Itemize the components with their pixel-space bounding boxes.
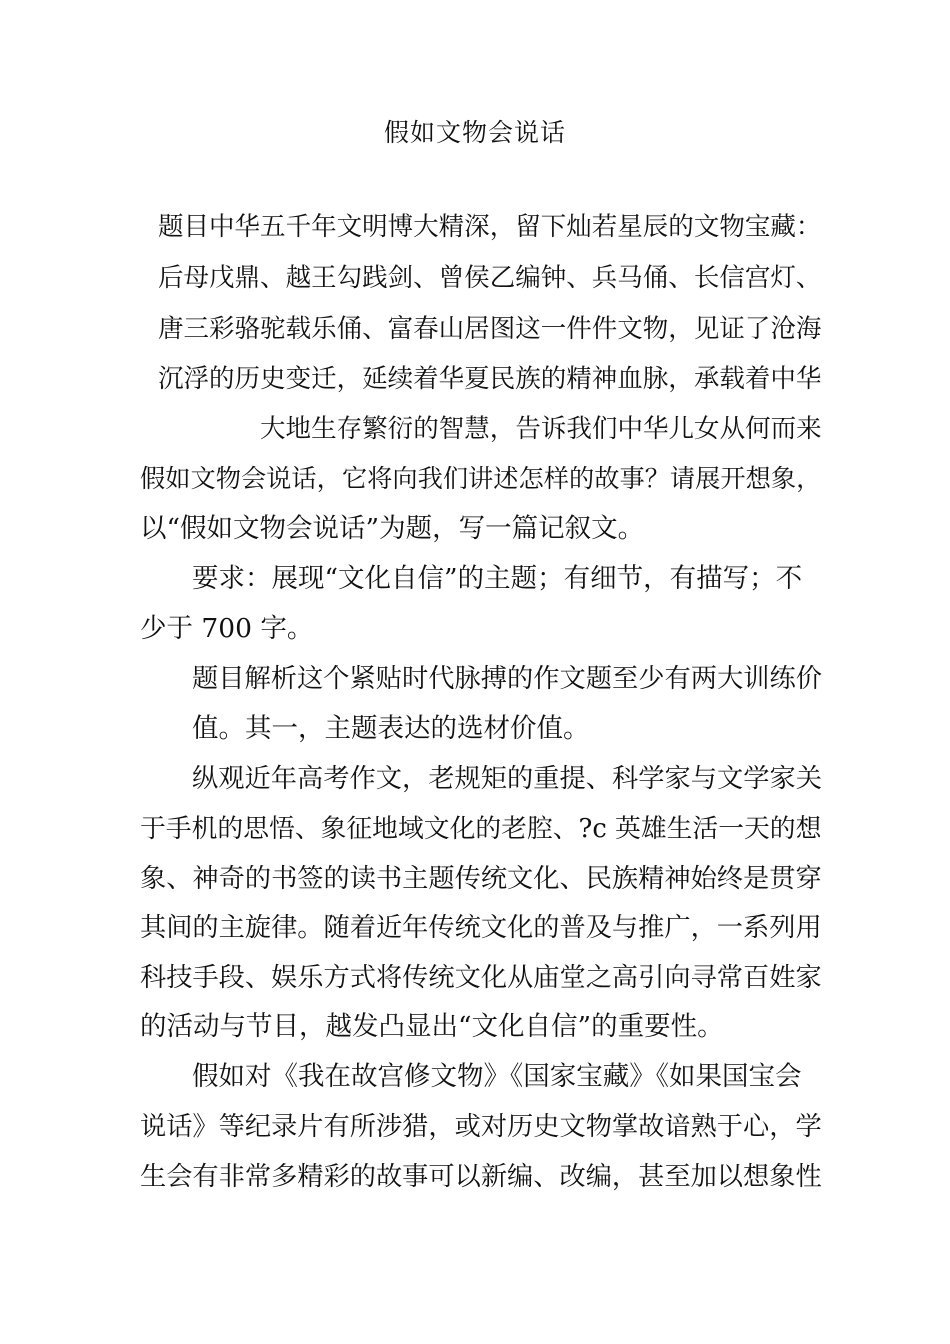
- body-line: 科技手段、娱乐方式将传统文化从庙堂之高引向寻常百姓家: [140, 963, 822, 993]
- body-line: 假如对《我在故宫修文物》《国家宝藏》《如果国宝会: [192, 1061, 802, 1092]
- body-line: 说话》等纪录片有所涉猎，或对历史文物掌故谙熟于心，学: [140, 1112, 822, 1142]
- body-line: 的活动与节目，越发凸显出“文化自信”的重要性。: [140, 1011, 724, 1042]
- body-line: 唐三彩骆驼载乐俑、富春山居图这一件件文物，见证了沧海: [158, 314, 822, 344]
- body-line: 要求：展现“文化自信”的主题；有细节，有描写；不: [192, 563, 803, 594]
- body-line: 题目解析这个紧贴时代脉搏的作文题至少有两大训练价: [192, 664, 822, 694]
- document-title: 假如文物会说话: [383, 118, 566, 147]
- body-line: 于手机的思悟、象征地域文化的老腔、?c 英雄生活一天的想: [140, 814, 822, 844]
- body-line: 值。其一，主题表达的选材价值。: [192, 713, 590, 744]
- body-line: 少于 700 字。: [140, 613, 314, 644]
- body-line: 题目中华五千年文明博大精深，留下灿若星辰的文物宝藏：: [158, 212, 822, 242]
- body-line: 象、神奇的书签的读书主题传统文化、民族精神始终是贯穿: [140, 864, 822, 894]
- body-line: 后母戊鼎、越王勾践剑、曾侯乙编钟、兵马俑、长信宫灯、: [158, 263, 822, 293]
- body-line: 生会有非常多精彩的故事可以新编、改编，甚至加以想象性: [140, 1162, 822, 1192]
- body-line: 假如文物会说话，它将向我们讲述怎样的故事？请展开想象，: [140, 464, 822, 493]
- body-line: 其间的主旋律。随着近年传统文化的普及与推广，一系列用: [140, 913, 822, 943]
- body-line: 沉浮的历史变迁，延续着华夏民族的精神血脉，承载着中华: [158, 364, 822, 394]
- body-line: 以“假如文物会说话”为题，写一篇记叙文。: [140, 513, 645, 544]
- body-line: 纵观近年高考作文，老规矩的重提、科学家与文学家关: [192, 764, 822, 794]
- body-line: 大地生存繁衍的智慧，告诉我们中华儿女从何而来: [260, 414, 822, 444]
